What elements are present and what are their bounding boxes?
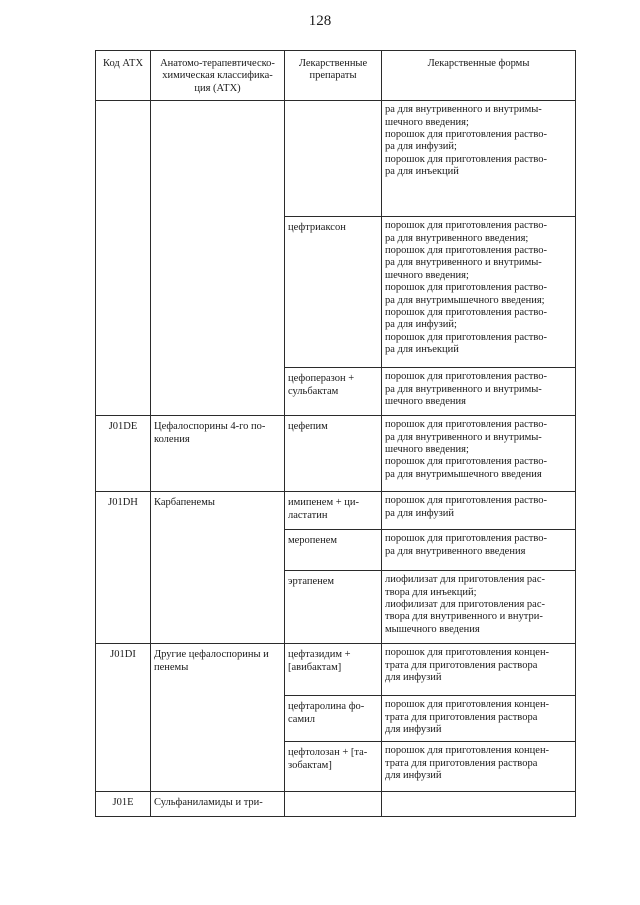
atx-table [95, 50, 576, 817]
cell-text-line: ра для инфузий; [385, 141, 457, 153]
cell-text-line: ра для внутримышечного введения [385, 468, 542, 480]
cell-text-line: шечного введения; [385, 269, 469, 281]
cell-text-line: ра для инъекций [385, 166, 459, 178]
atx-classification-cell [151, 792, 285, 817]
cell-text-line: [авибактам] [288, 661, 342, 673]
dosage-forms-cell [382, 217, 576, 368]
header-dosage-forms [382, 51, 576, 101]
cell-text-line: пенемы [154, 661, 189, 673]
cell-text-line: цефтолозан + [та- [288, 747, 368, 759]
cell-text-line: твора для внутривенного и внутри- [385, 611, 543, 623]
header-atx-classification [151, 51, 285, 101]
cell-text-line: порошок для приготовления раство- [385, 129, 548, 141]
dosage-forms-cell [382, 416, 576, 492]
cell-text-line: для инфузий [385, 672, 442, 684]
cell-text-line: трата для приготовления раствора [385, 711, 538, 723]
cell-text-line: порошок для приготовления раство- [385, 419, 548, 431]
drug-name-cell [285, 530, 382, 571]
cell-text-line: порошок для приготовления раство- [385, 331, 548, 343]
cell-text-line: сульбактам [288, 385, 339, 397]
cell-text-line: лиофилизат для приготовления рас- [385, 574, 546, 586]
table-header-row [96, 51, 576, 101]
cell-text-line: самил [288, 713, 315, 725]
dosage-forms-cell [382, 696, 576, 742]
table-row [96, 492, 576, 530]
table-row [96, 644, 576, 696]
cell-text-line: порошок для приготовления раство- [385, 220, 548, 232]
cell-text-line: порошок для приготовления концен- [385, 699, 550, 711]
table-row [96, 792, 576, 817]
page-number: 128 [308, 13, 332, 29]
atx-code-cell [96, 644, 151, 792]
cell-text-line: ластатин [288, 509, 328, 521]
cell-text-line: Цефалоспорины 4-го по- [154, 421, 266, 433]
atx-code: J01DE [108, 421, 138, 433]
dosage-forms-cell [382, 492, 576, 530]
cell-text-line: меропенем [288, 535, 338, 547]
cell-text-line: цефепим [288, 421, 328, 433]
cell-text-line: ра для внутривенного введения [385, 545, 526, 557]
drug-name-cell [285, 644, 382, 696]
atx-code-cell [96, 416, 151, 492]
cell-text-line: порошок для приготовления раство- [385, 371, 548, 383]
cell-text-line: цефтаролина фо- [288, 701, 365, 713]
cell-text-line: порошок для приготовления раство- [385, 307, 548, 319]
atx-classification-cell [151, 101, 285, 416]
dosage-forms-cell [382, 644, 576, 696]
cell-text-line: порошок для приготовления концен- [385, 745, 550, 757]
cell-text-line: Сульфаниламиды и три- [154, 797, 263, 809]
cell-text-line: трата для приготовления раствора [385, 659, 538, 671]
cell-text-line: Код АТХ [102, 58, 144, 69]
dosage-forms-cell [382, 742, 576, 792]
cell-text-line: шечного введения; [385, 444, 469, 456]
drug-name-cell [285, 101, 382, 217]
drug-name-cell [285, 217, 382, 368]
drug-name-cell [285, 368, 382, 416]
cell-text-line: ра для внутривенного и внутримы- [385, 431, 542, 443]
cell-text-line: ра для внутривенного введения; [385, 232, 529, 244]
atx-code-cell [96, 101, 151, 416]
dosage-forms-cell [382, 368, 576, 416]
cell-text-line: лиофилизат для приготовления рас- [385, 599, 546, 611]
cell-text-line: зобактам] [288, 759, 332, 771]
cell-text-line: ра для инфузий [385, 507, 454, 519]
cell-text-line: Лекарственные [298, 58, 368, 69]
cell-text-line: порошок для приготовления раство- [385, 533, 548, 545]
drug-name-cell [285, 492, 382, 530]
cell-text-line: ра для внутривенного и внутримы- [385, 257, 542, 269]
drug-name-cell [285, 571, 382, 644]
cell-text-line: ция (АТХ) [194, 82, 241, 94]
cell-text-line: ра для инъекций [385, 344, 459, 356]
atx-classification-cell [151, 644, 285, 792]
cell-text-line: для инфузий [385, 724, 442, 736]
table-row [96, 101, 576, 217]
cell-text-line: шечного введения; [385, 116, 469, 128]
dosage-forms-cell [382, 792, 576, 817]
dosage-forms-cell [382, 530, 576, 571]
cell-text-line: твора для инъекций; [385, 586, 477, 598]
cell-text-line: ра для внутривенного и внутримы- [385, 104, 542, 116]
atx-code-cell [96, 792, 151, 817]
cell-text-line: шечного введения [385, 396, 467, 408]
cell-text-line: Лекарственные формы [427, 58, 530, 69]
atx-classification-cell [151, 492, 285, 644]
cell-text-line: цефоперазон + [288, 373, 355, 385]
atx-code: J01DH [108, 497, 138, 509]
cell-text-line: ра для инфузий; [385, 319, 457, 331]
drug-name-cell [285, 696, 382, 742]
cell-text-line: порошок для приготовления концен- [385, 647, 550, 659]
cell-text-line: для инфузий [385, 770, 442, 782]
cell-text-line: Карбапенемы [154, 497, 215, 509]
cell-text-line: трата для приготовления раствора [385, 757, 538, 769]
dosage-forms-cell [382, 571, 576, 644]
cell-text-line: имипенем + ци- [288, 497, 359, 509]
cell-text-line: порошок для приготовления раство- [385, 456, 548, 468]
drug-name-cell [285, 792, 382, 817]
dosage-forms-cell [382, 101, 576, 217]
table-body [96, 101, 576, 817]
cell-text-line: Анатомо-терапевтическо- [160, 58, 275, 69]
cell-text-line: эртапенем [288, 576, 335, 588]
cell-text-line: порошок для приготовления раство- [385, 245, 548, 257]
cell-text-line: ра для внутривенного и внутримы- [385, 383, 542, 395]
cell-text-line: порошок для приготовления раство- [385, 153, 548, 165]
atx-code-cell [96, 492, 151, 644]
atx-code: J01DI [110, 649, 136, 661]
atx-classification-cell [151, 416, 285, 492]
cell-text-line: мышечного введения [385, 623, 480, 635]
header-drugs [285, 51, 382, 101]
cell-text-line: препараты [309, 70, 357, 82]
cell-text-line: ра для внутримышечного введения; [385, 294, 545, 306]
cell-text-line: коления [154, 433, 190, 445]
cell-text-line: порошок для приготовления раство- [385, 495, 548, 507]
cell-text-line: Другие цефалоспорины и [154, 649, 269, 661]
drug-name-cell [285, 416, 382, 492]
cell-text-line: химическая классифика- [162, 70, 273, 82]
table-row [96, 416, 576, 492]
cell-text-line: цефтазидим + [288, 649, 351, 661]
header-atx-code [96, 51, 151, 101]
cell-text-line: цефтриаксон [288, 222, 346, 234]
cell-text-line: порошок для приготовления раство- [385, 282, 548, 294]
atx-code: J01E [112, 797, 134, 809]
drug-name-cell [285, 742, 382, 792]
